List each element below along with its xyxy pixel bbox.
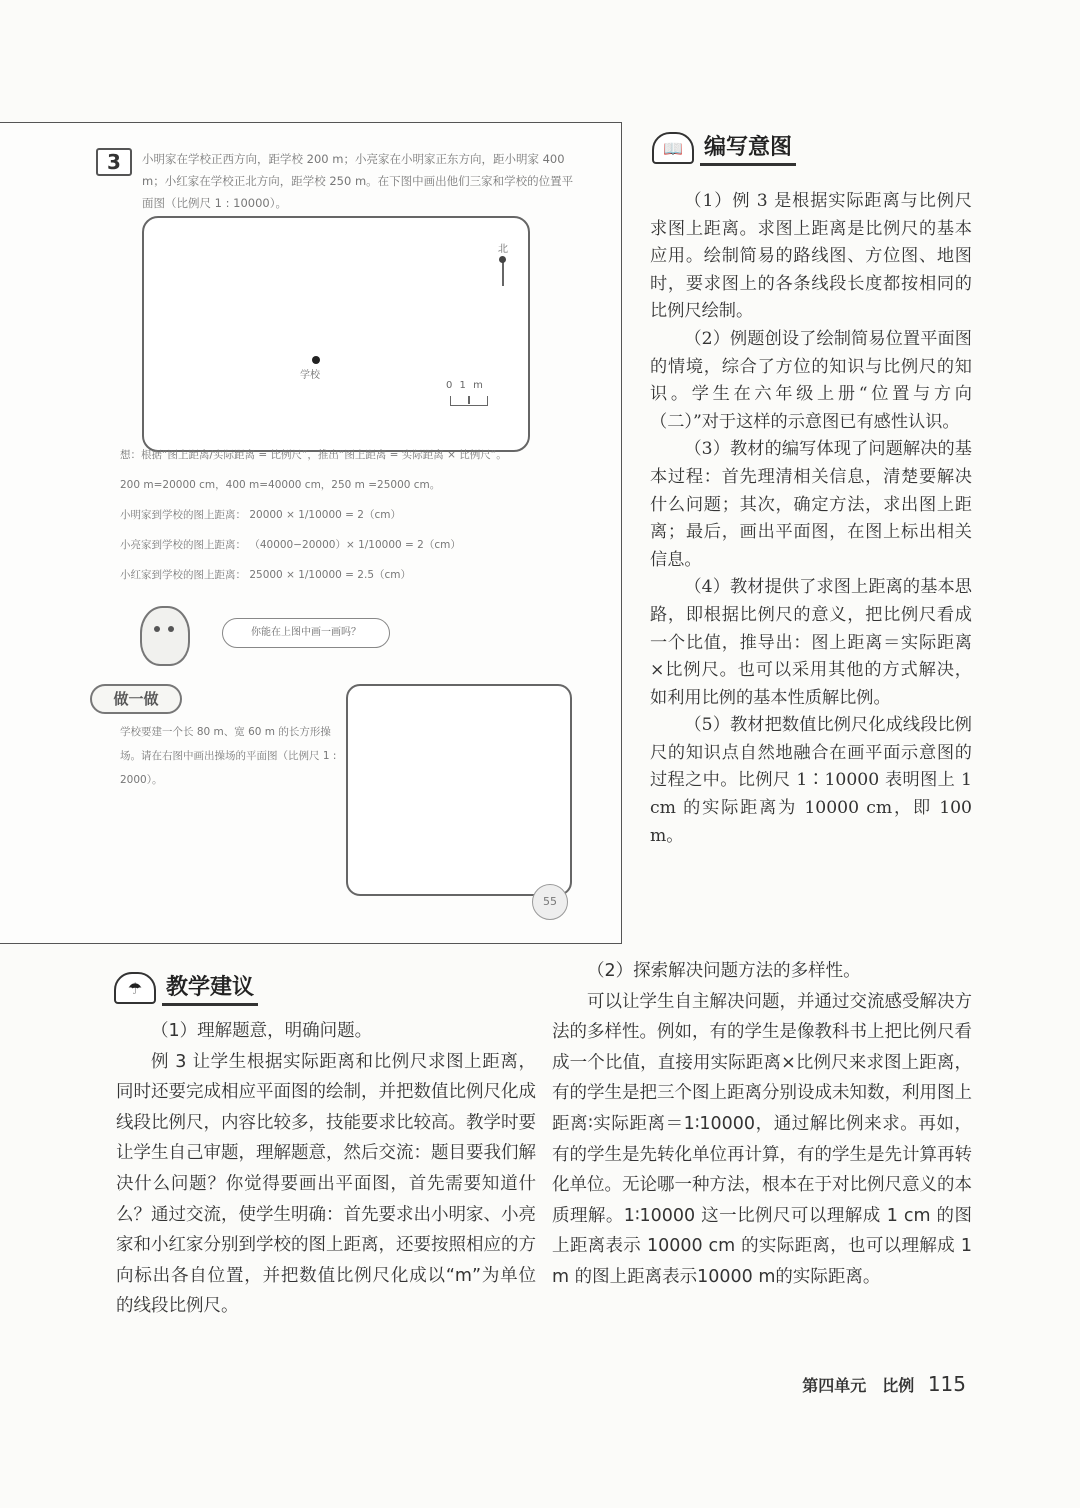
scale-bar-labels: 0 1 m xyxy=(446,380,485,391)
intent-paragraph: （3）教材的编写体现了问题解决的基本过程：首先理清相关信息，清楚要解决什么问题；其次，确定方法，求出图上距离；最后，画出平面图，在图上标出相关信息。 xyxy=(650,439,972,570)
try-it-badge: 做一做 xyxy=(90,684,182,714)
intent-section-header xyxy=(652,130,796,166)
intent-paragraph: （5）教材把数值比例尺化成线段比例尺的知识点自然地融合在画平面示意图的过程之中。比例尺 1∶10000 表明图上 1 cm 的实际距离为 10000 cm，即 100 m。 xyxy=(650,715,972,846)
teaching-section-header xyxy=(114,970,258,1006)
page-footer xyxy=(802,1372,966,1396)
solution-steps xyxy=(120,440,590,590)
teaching-right-column xyxy=(552,956,972,1293)
scale-bar-icon xyxy=(450,396,488,406)
intent-paragraph: （2）例题创设了绘制简易位置平面图的情境，综合了方位的知识与比例尺的知识。学生在六年级上册“位置与方向（二）”对于这样的示意图已有感性认识。 xyxy=(650,328,972,432)
solution-line: 想：根据“图上距离/实际距离 = 比例尺”，推出“图上距离 = 实际距离 × 比例尺”。 xyxy=(120,449,507,461)
lightbulb-icon: ☂ xyxy=(114,972,156,1004)
playground-drawing-area xyxy=(346,684,572,896)
unit-label: 第四单元 比例 xyxy=(802,1376,915,1395)
school-label: 学校 xyxy=(300,370,320,381)
teaching-paragraph: 例 3 让学生根据实际距离和比例尺求图上距离，同时还要完成相应平面图的绘制，并把数值比例尺化成线段比例尺，内容比较多，技能要求比较高。教学时要让学生自己审题，理解题意，然后交流：题目要我们解决什么问题？你觉得要画出平面图，首先需要知道什么？通过交流，使学生明确：首先要求出小明家、小亮家和小红家分别到学校的图上距离，还要按照相应的方向标出各自位置，并把数值比例尺化成以“m”为单位的线段比例尺。 xyxy=(116,1051,536,1317)
intent-section-title: 编写意图 xyxy=(700,130,796,166)
school-point-icon xyxy=(312,356,320,364)
embedded-page-number: 55 xyxy=(532,884,568,920)
teaching-left-column xyxy=(116,1016,536,1322)
try-it-text: 学校要建一个长 80 m、宽 60 m 的长方形操场。请在右图中画出操场的平面图（比例尺 1 : 2000）。 xyxy=(120,726,337,786)
teaching-section-title: 教学建议 xyxy=(162,970,258,1006)
solution-line: 小明家到学校的图上距离： 20000 × 1/10000 = 2（cm） xyxy=(120,509,401,521)
solution-line: 小红家到学校的图上距离： 25000 × 1/10000 = 2.5（cm） xyxy=(120,569,412,581)
intent-text xyxy=(650,188,972,850)
speech-bubble: 你能在上图中画一画吗？ xyxy=(222,618,390,648)
map-drawing-area xyxy=(142,216,530,452)
page-number: 115 xyxy=(927,1372,966,1396)
north-label: 北 xyxy=(498,244,508,255)
book-icon: 📖 xyxy=(652,132,694,164)
intent-paragraph: （1）例 3 是根据实际距离与比例尺求图上距离。求图上距离是比例尺的基本应用。绘制简易的路线图、方位图、地图时，要求图上的各条线段长度都按相同的比例尺绘制。 xyxy=(650,191,972,322)
example-number-badge: 3 xyxy=(96,148,132,176)
intent-paragraph: （4）教材提供了求图上距离的基本思路，即根据比例尺的意义，把比例尺看成一个比值，推导出：图上距离＝实际距离×比例尺。也可以采用其他的方式解决，如利用比例的基本性质解比例。 xyxy=(650,577,972,708)
solution-line: 小亮家到学校的图上距离： （40000−20000）× 1/10000 = 2（cm） xyxy=(120,539,461,551)
teaching-paragraph: （2）探索解决问题方法的多样性。 xyxy=(587,961,861,981)
solution-line: 200 m=20000 cm，400 m=40000 cm，250 m =25000 cm。 xyxy=(120,479,441,491)
mascot-character-icon xyxy=(140,606,190,666)
north-arrow-head-icon xyxy=(499,256,506,263)
example-problem-text: 小明家在学校正西方向，距学校 200 m；小亮家在小明家正东方向，距小明家 400 m；小红家在学校正北方向，距学校 250 m。在下图中画出他们三家和学校的位置平面图（比例尺 1 : 10000）。 xyxy=(142,152,574,210)
teaching-paragraph: （1）理解题意，明确问题。 xyxy=(151,1021,373,1041)
teaching-paragraph: 可以让学生自主解决问题，并通过交流感受解决方法的多样性。例如，有的学生是像教科书上把比例尺看成一个比值，直接用实际距离×比例尺来求图上距离，有的学生是把三个图上距离分别设成未知数，利用图上距离∶实际距离＝1∶10000，通过解比例来求。再如，有的学生是先转化单位再计算，有的学生是先计算再转化单位。无论哪一种方法，根本在于对比例尺意义的本质理解。1∶10000 这一比例尺可以理解成 1 cm 的图上距离表示 10000 cm 的实际距离，也可以理解成 1 m 的图上距离表示10000 m的实际距离。 xyxy=(552,991,972,1287)
